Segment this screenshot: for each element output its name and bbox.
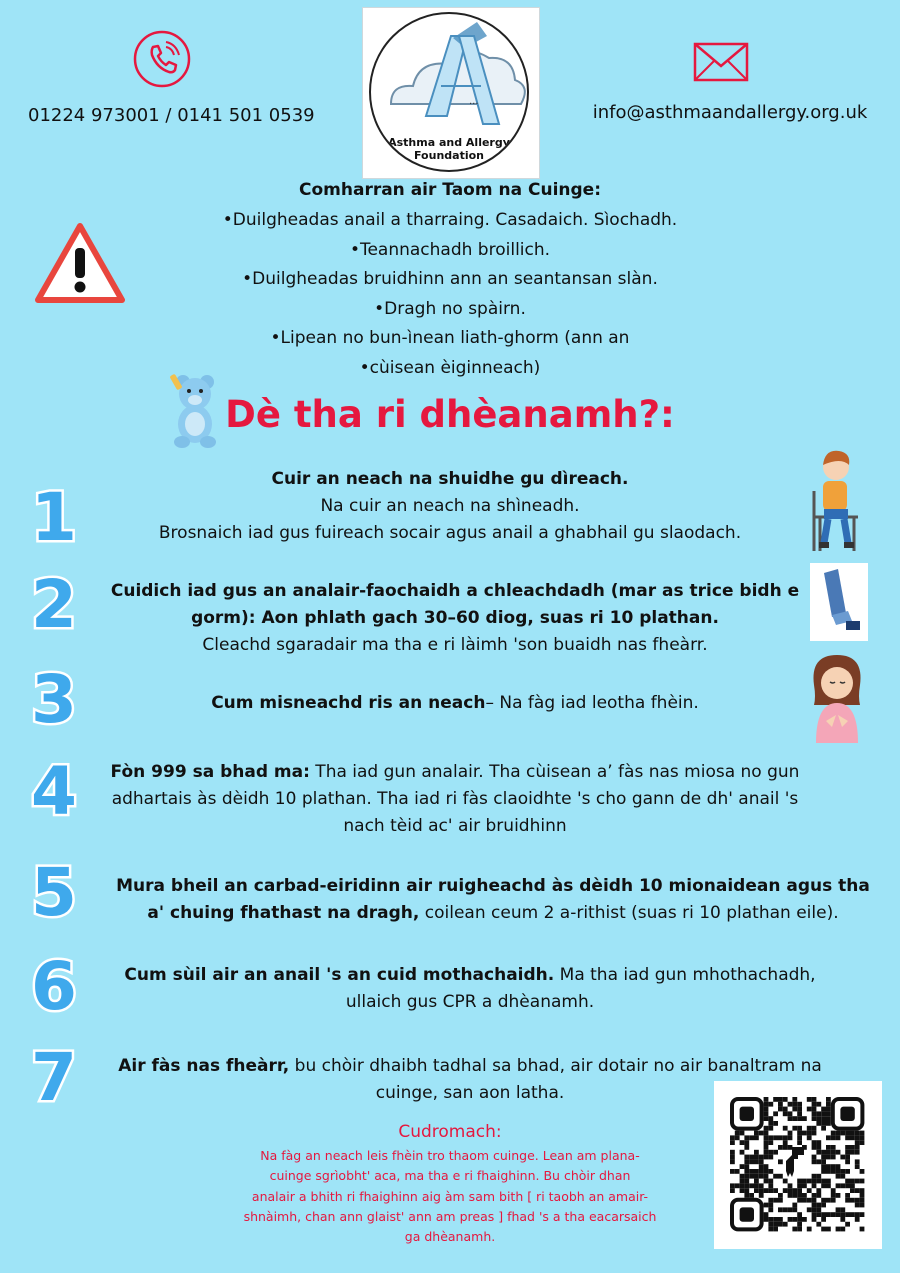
note-line: shnàimh, chan ann glaist' ann am preas ] fhad 's a tha eacarsaich: [243, 1208, 657, 1224]
step-5: [108, 873, 878, 927]
step-number-5: [22, 853, 86, 925]
step-number-7: [22, 1038, 86, 1110]
step-7-rest: bu chòir dhaibh tadhal sa bhad, air dotair no air banaltram na: [289, 1056, 822, 1076]
step-1-line3: Brosnaich iad gus fuireach socair agus anail a ghabhail gu slaodach.: [158, 523, 742, 543]
step-number-2: [22, 565, 86, 637]
svg-text:6: 6: [31, 948, 77, 1019]
step-1: [100, 466, 800, 547]
phone-numbers[interactable]: 01224 973001 / 0141 501 0539: [28, 105, 315, 126]
svg-text:4: 4: [31, 753, 77, 824]
step-3: [100, 690, 810, 717]
note-text: [215, 1146, 685, 1247]
step-1-bold: Cuir an neach na shuidhe gu dìreach.: [271, 469, 629, 489]
svg-text:2: 2: [31, 566, 77, 637]
symptom-item: •Lipean no bun-ìnean liath-ghorm (ann an: [270, 328, 630, 348]
step-number-1: [22, 478, 86, 550]
child-sitting-illustration: [806, 447, 866, 559]
step-6-line2: ullaich gus CPR a dhèanamh.: [345, 992, 595, 1012]
step-number-3: [22, 660, 86, 732]
step-4-rest: Tha iad gun analair. Tha cùisean a’ fàs nas miosa no gun: [309, 762, 800, 782]
note-line: ga dhèanamh.: [404, 1229, 496, 1245]
symptom-item: •Dragh no spàirn.: [374, 298, 526, 319]
logo-text-line1: Asthma and Allergy: [388, 136, 510, 149]
step-2-line3: Cleachd sgaradair ma tha e ri làimh 'son buaidh nas fheàrr.: [202, 635, 708, 655]
step-6: [100, 962, 840, 1016]
symptoms-title: Comharran air Taom na Cuinge:: [299, 180, 601, 200]
step-4-line2: adhartais às dèidh 10 plathan. Tha iad ri fàs claoidhte 's cho gann de dh' anail 's: [111, 789, 799, 809]
step-4-line3: nach tèid ac' air bruidhinn: [343, 816, 567, 836]
svg-text:...: ...: [469, 96, 479, 107]
step-1-line2: Na cuir an neach na shìneadh.: [320, 496, 580, 516]
mail-icon: [693, 42, 749, 82]
note-line: Na fàg an neach leis fhèin tro thaom cuinge. Lean am plana-: [260, 1148, 640, 1163]
step-2-bold2: gorm): Aon phlath gach 30–60 diog, suas ri 10 plathan.: [191, 608, 719, 628]
step-5-bold1: Mura bheil an carbad-eiridinn air ruigheachd às dèidh 10 mionaidean agus tha: [116, 876, 870, 896]
svg-text:1: 1: [31, 479, 77, 550]
email-address[interactable]: info@asthmaandallergy.org.uk: [592, 102, 868, 123]
phone-icon: [133, 30, 191, 88]
main-heading: Dè tha ri dhèanamh?:: [225, 393, 675, 436]
inhaler-icon: [810, 563, 868, 641]
svg-text:3: 3: [31, 661, 77, 732]
note-line: cuinge sgrìobht' aca, ma tha e ri fhaighinn. Bu chòir dhan: [269, 1168, 631, 1184]
svg-text:5: 5: [31, 854, 77, 925]
step-2-bold1: Cuidich iad gus an analair-faochaidh a chleachdadh (mar as trice bidh e: [110, 581, 800, 601]
note-line: analair a bhith ri fhaighinn aig àm sam bith [ ri taobh an amair-: [251, 1188, 649, 1204]
step-2: [100, 578, 810, 659]
step-4: [100, 759, 810, 840]
step-number-6: [22, 947, 86, 1019]
symptoms-list: [150, 206, 750, 383]
qr-code[interactable]: [714, 1081, 882, 1249]
note-title: Cudromach:: [398, 1122, 502, 1142]
inhaler-image: [810, 563, 868, 641]
symptom-item: •Duilgheadas bruidhinn ann an seantansan slàn.: [242, 269, 658, 289]
step-5-rest: coilean ceum 2 a-rithist (suas ri 10 plathan eile).: [419, 903, 839, 923]
step-7-line2: cuinge, san aon latha.: [375, 1083, 565, 1103]
step-3-bold: Cum misneachd ris an neach: [211, 693, 486, 713]
step-number-4: [22, 752, 86, 824]
symptom-item: •cùisean èiginneach): [359, 357, 541, 378]
step-3-rest: – Na fàg iad leotha fhèin.: [485, 693, 699, 713]
qr-code-icon: [714, 1081, 882, 1249]
step-6-rest: Ma tha iad gun mhothachadh,: [554, 965, 816, 985]
step-7-bold: Air fàs nas fheàrr,: [118, 1056, 290, 1076]
logo-text-line2: Foundation: [413, 149, 484, 162]
child-calm-illustration: [806, 651, 868, 743]
symptom-item: •Teannachadh broillich.: [349, 239, 551, 260]
logo: [362, 7, 540, 179]
symptom-item: •Duilgheadas anail a tharraing. Casadaich. Sìochadh.: [222, 210, 678, 230]
warning-icon: [35, 222, 125, 304]
step-6-bold: Cum sùil air an anail 's an cuid mothachaidh.: [124, 965, 555, 985]
step-5-bold2: a' chuing fhathast na dragh,: [147, 903, 420, 923]
step-4-bold: Fòn 999 sa bhad ma:: [110, 762, 310, 782]
svg-text:7: 7: [31, 1039, 77, 1110]
